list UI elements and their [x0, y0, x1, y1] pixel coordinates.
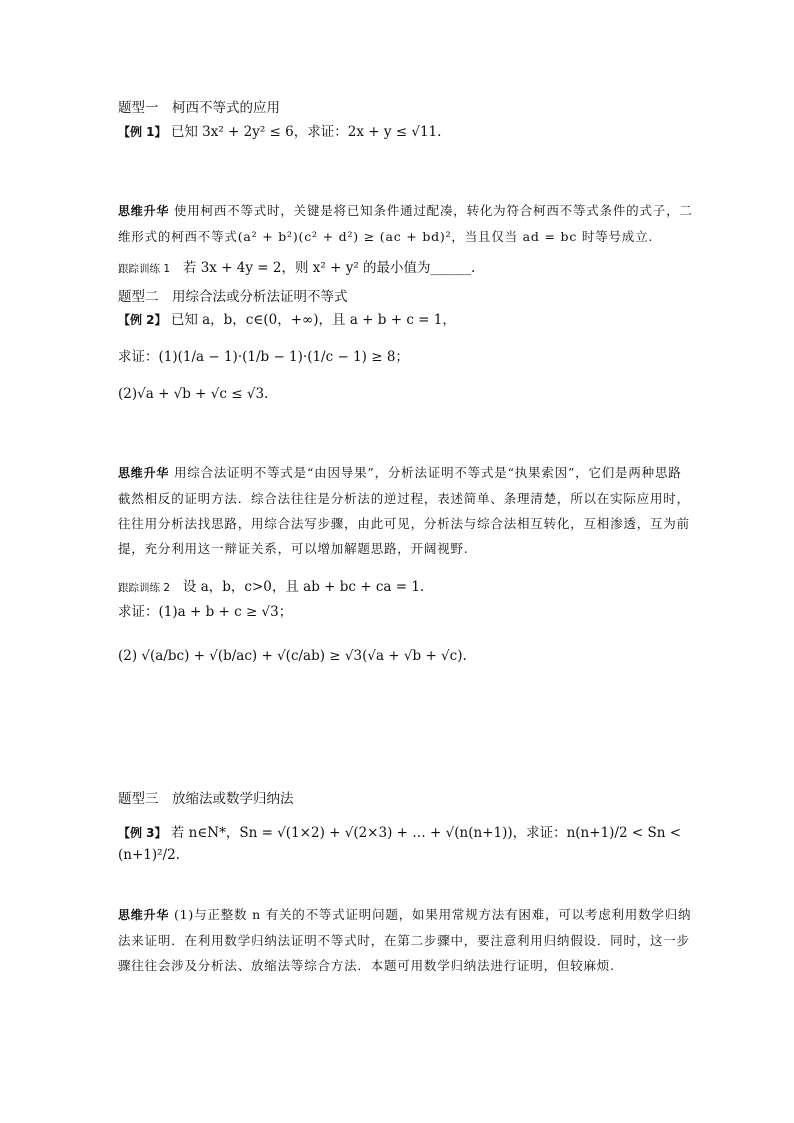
thinking2 [118, 460, 694, 561]
followup1 [118, 257, 694, 280]
example1-label: 【例 1】 [118, 125, 167, 139]
thinking3 [118, 902, 694, 978]
section2-title: 题型二 用综合法或分析法证明不等式 [118, 289, 348, 305]
followup2-line2: 求证：(1)a + b + c ≥ √3； [118, 604, 293, 620]
example1 [118, 121, 694, 143]
followup2-label: 跟踪训练 2 [118, 582, 171, 594]
example3-text: 若 n∈N*，Sn = √(1×2) + √(2×3) + … + √(n(n+1))，求证：n(n+1)/2 < Sn < (n+1)²/2. [118, 825, 682, 863]
thinking2-label: 思维升华 [118, 466, 170, 480]
followup2-line1 [118, 576, 694, 599]
example2-text: 已知 a，b，c∈(0，+∞)，且 a + b + c = 1， [170, 312, 456, 328]
thinking1 [118, 198, 694, 249]
example1-text: 已知 3x² + 2y² ≤ 6，求证：2x + y ≤ √11. [170, 124, 442, 140]
followup1-text: 若 3x + 4y = 2，则 x² + y² 的最小值为______. [182, 260, 476, 276]
example2-line2: 求证：(1)(1/a − 1)·(1/b − 1)·(1/c − 1) ≥ 8； [118, 349, 409, 365]
example2-label: 【例 2】 [118, 313, 167, 327]
section1-title: 题型一 柯西不等式的应用 [118, 100, 280, 116]
thinking3-text: (1)与正整数 n 有关的不等式证明问题，如果用常规方法有困难，可以考虑利用数学归纳法来证明．在利用数学归纳法证明不等式时，在第二步骤中，要注意利用归纳假设．同时，这一步骤往往会涉及分析法、放缩法等综合方法．本题可用数学归纳法进行证明，但较麻烦. [118, 907, 692, 973]
thinking1-text: 使用柯西不等式时，关键是将已知条件通过配凑，转化为符合柯西不等式条件的式子，二维形式的柯西不等式(a² + b²)(c² + d²) ≥ (ac + bd)²，当且仅当 ad = bc 时等号成立. [118, 203, 693, 244]
thinking3-label: 思维升华 [118, 908, 170, 922]
example2-line1 [118, 309, 694, 331]
thinking2-text: 用综合法证明不等式是“由因导果”，分析法证明不等式是“执果索因”，它们是两种思路截然相反的证明方法．综合法往往是分析法的逆过程，表述简单、条理清楚，所以在实际应用时，往往用分析法找思路，用综合法写步骤，由此可见，分析法与综合法相互转化，互相渗透，互为前提，充分利用这一辩证关系，可以增加解题思路，开阔视野. [118, 465, 690, 556]
followup1-label: 跟踪训练 1 [118, 263, 171, 275]
example2-line3: (2)√a + √b + √c ≤ √3. [118, 386, 269, 402]
followup2-text: 设 a，b，c>0，且 ab + bc + ca = 1. [182, 579, 425, 595]
example3 [118, 822, 694, 866]
followup2-line3: (2) √(a/bc) + √(b/ac) + √(c/ab) ≥ √3(√a + √b + √c). [118, 648, 467, 664]
section3-title: 题型三 放缩法或数学归纳法 [118, 791, 294, 807]
example3-label: 【例 3】 [118, 826, 167, 840]
thinking1-label: 思维升华 [118, 204, 170, 218]
